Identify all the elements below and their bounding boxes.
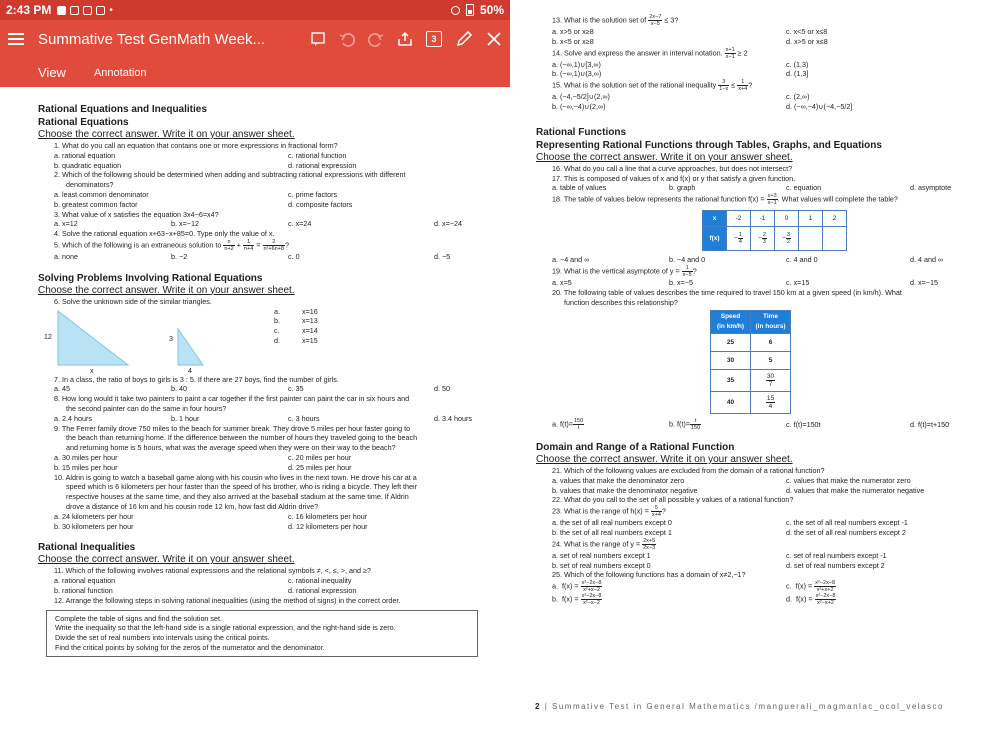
undo-icon[interactable] — [339, 31, 355, 47]
choice: d. rational expression — [288, 160, 357, 170]
choice: c. 20 miles per hour — [288, 452, 352, 462]
denominator: x−5 — [682, 271, 692, 278]
table-cell — [751, 391, 791, 413]
step: Divide the set of real numbers into intervals using the critical points. — [55, 633, 270, 643]
question: 7. In a class, the ratio of boys to girls is 3 : 5. If there are 27 boys, find the number of girls. — [54, 374, 339, 384]
choice: b. values that make the denominator negative — [552, 485, 698, 495]
instructions: Choose the correct answer. Write it on your answer sheet. — [38, 554, 295, 566]
fraction — [762, 232, 767, 245]
numerator: 5 — [651, 505, 662, 512]
question: 22. What do you call to the set of all possible y values of a rational function? — [552, 495, 794, 505]
choice: d. (−∞,−4)∪(−4,−5/2] — [786, 101, 853, 111]
denominator: n+4 — [243, 245, 254, 252]
section-title: Rational Inequalities — [38, 542, 136, 554]
battery-icon — [466, 4, 474, 16]
question-text: ? — [661, 506, 666, 516]
denominator: x+4 — [738, 86, 748, 93]
question-text: 13. What is the solution set of — [552, 15, 647, 25]
menu-icon[interactable] — [8, 32, 26, 46]
choice: a. (−∞,1)∪[3,∞) — [552, 59, 601, 69]
question-text: 19. What is the vertical asymptote of — [552, 266, 668, 276]
choice: d. composite factors — [288, 199, 353, 209]
share-icon[interactable] — [397, 31, 413, 47]
table-cell: 35 — [711, 369, 751, 391]
question: 12. Arrange the following steps in solving rational inequalities (using the method of signs) in the correct order. — [54, 595, 401, 605]
choice: c. 4 and 0 — [786, 255, 818, 265]
function-label: f(x) = — [562, 594, 579, 604]
fraction — [738, 232, 743, 245]
question-continued: respective houses at the same time, and they also arrived at the baseball stadium at the same time. If Aldrin — [66, 492, 409, 502]
choice: b. (−∞,1)∪(3,∞) — [552, 69, 602, 79]
fraction — [581, 593, 603, 606]
choice: c. 16 kilometers per hour — [288, 511, 368, 521]
numerator: x²−2x−8 — [581, 593, 602, 600]
choice: b. 1 hour — [171, 413, 200, 423]
question-text: 5. Which of the following is an extraneous solution to — [54, 240, 222, 250]
choice: c. set of real numbers except -1 — [786, 550, 887, 560]
question-continued: and returning home is 5 hours, what was the average speed when they were on their way to the beach? — [66, 443, 396, 453]
question: 3. What value of x satisfies the equation 3x4−6=x4? — [54, 209, 219, 219]
choice-letter: a. — [552, 581, 558, 591]
choice: c. x<5 or x≤8 — [786, 27, 828, 36]
header-text: Time — [762, 313, 779, 321]
fraction — [573, 418, 584, 431]
numerator: x²−2x−8 — [815, 593, 836, 600]
fraction — [223, 239, 234, 252]
table-header-time — [751, 311, 791, 334]
table-cell — [775, 227, 799, 251]
numerator: 1 — [243, 239, 254, 246]
choice: c. prime factors — [288, 189, 338, 199]
question: 20. The following table of values describes the time required to travel 150 km at a given speed (in km/h). What — [552, 287, 902, 297]
fraction — [814, 580, 836, 593]
section-subtitle: Representing Rational Functions through Tables, Graphs, and Equations — [536, 139, 882, 151]
question: 6. Solve the unknown side of the similar triangles. — [54, 296, 212, 306]
numerator: 1 — [737, 79, 748, 86]
fraction — [682, 265, 693, 278]
choice: c. x=24 — [288, 219, 312, 229]
close-icon[interactable] — [486, 31, 502, 47]
choice: d. f(t)=t+150 — [910, 419, 950, 429]
table-header-speed — [711, 311, 751, 334]
numerator: 2x+5 — [643, 537, 656, 544]
section-title: Rational Functions — [536, 126, 626, 138]
numerator: 2 — [762, 232, 766, 239]
values-table — [702, 210, 847, 251]
steps-box — [46, 610, 478, 657]
table-cell: -1 — [751, 211, 775, 227]
notification-icons — [57, 5, 113, 16]
triangle-label: x — [90, 367, 94, 375]
choice: a. rational equation — [54, 150, 116, 160]
numerator: 1 — [738, 232, 742, 239]
table-header-x: x — [703, 211, 727, 227]
denominator: x+4 — [651, 512, 661, 519]
choice-letter: b. — [552, 594, 558, 604]
choice: d. set of real numbers except 2 — [786, 560, 885, 570]
question: 17. This is composed of values of x and f(x) or y that satisfy a given function. — [552, 173, 796, 183]
speed-time-table — [710, 310, 791, 414]
choice: a. x>5 or x≥8 — [552, 27, 594, 36]
choice-letter: d. — [786, 594, 792, 604]
sign: − — [758, 235, 762, 243]
function-label: y = — [669, 266, 680, 276]
document-title: Summative Test GenMath Week... — [38, 30, 266, 48]
choice: d. asymptote — [910, 183, 952, 193]
choice: b. −2 — [171, 251, 188, 261]
question: 10. Aldrin is going to watch a baseball game along with his cousin who lives in the next town. He drove his car at a — [54, 472, 417, 482]
numerator: 3 — [786, 232, 790, 239]
numerator: 30 — [766, 372, 775, 380]
fraction — [648, 14, 662, 27]
question-text: 24. What is the range of — [552, 539, 629, 549]
choice: a. 30 miles per hour — [54, 452, 118, 462]
table-cell: 0 — [775, 211, 799, 227]
table-cell: 6 — [751, 333, 791, 351]
header-text: (in hours) — [755, 323, 786, 331]
question-text: ≤ — [731, 80, 736, 90]
choice: a. none — [54, 251, 78, 261]
question: 1. What do you call an equation that contains one or more expressions in fractional form? — [54, 141, 338, 150]
choice: a. rational equation — [54, 576, 116, 586]
triangle-label: 3 — [169, 335, 173, 343]
question: 9. The Ferrer family drove 750 miles to the beach for summer break. They drove 5 miles per hour faster going to — [54, 423, 411, 433]
mode-tabs — [0, 58, 510, 87]
document-page-right — [536, 14, 996, 606]
section-title: Domain and Range of a Rational Function — [536, 441, 735, 453]
wifi-toggle-icon — [451, 6, 460, 15]
function-label: h(x) = — [630, 506, 649, 516]
choice: b. graph — [669, 183, 696, 193]
question-text: 18. The table of values below represents the rational function — [552, 194, 747, 204]
function-label: y = — [630, 539, 641, 549]
tab-view[interactable]: View — [38, 65, 66, 80]
question: 16. What do you call a line that a curve approaches, but does not intersect? — [552, 163, 793, 173]
numerator: 15 — [766, 394, 775, 402]
denominator: x²−x+2 — [817, 600, 834, 607]
choice: b. greatest common factor — [54, 199, 138, 209]
choice: c. (2,∞) — [786, 92, 810, 102]
choice: d. 3.4 hours — [434, 413, 472, 423]
denominator: x²−x−2 — [583, 600, 600, 607]
choice-letter: d. — [274, 335, 280, 345]
choice: c. x=15 — [786, 277, 810, 287]
question-text: ? — [692, 266, 697, 276]
table-cell-blank — [799, 227, 823, 251]
choice: d. values that make the numerator negative — [786, 485, 925, 495]
choice: a. least common denominator — [54, 189, 149, 199]
choice: a. 24 kilometers per hour — [54, 511, 134, 521]
question — [536, 538, 996, 551]
table-header-fx: f(x) — [703, 227, 727, 251]
fraction — [651, 505, 662, 518]
app-toolbar — [0, 20, 510, 58]
choice — [552, 593, 786, 606]
choice: c. values that make the numerator zero — [786, 475, 911, 485]
numerator: 2 — [263, 239, 286, 246]
choice — [669, 418, 786, 431]
choice: b. (−∞,−4)∪(2,∞) — [552, 101, 606, 111]
choice-letter: c. — [274, 326, 280, 336]
numerator: t — [690, 418, 701, 425]
denominator: 4 — [768, 402, 773, 410]
triangles-drawing — [38, 307, 258, 375]
denominator: x²+x−2 — [583, 587, 600, 594]
table-cell: 5 — [751, 351, 791, 369]
question: 18. The table of values below represents the rational function f(x) = $\frac{x+3}{x-1}$ . What values will complete the table? — [552, 193, 898, 207]
question-text: ≥ 2 — [737, 48, 748, 57]
choice: d. 4 and ∞ — [910, 255, 944, 265]
choice: a. the set of all real numbers except 0 — [552, 518, 672, 528]
instructions: Choose the correct answer. Write it on your answer sheet. — [38, 284, 295, 296]
choice: b. x=−12 — [171, 219, 199, 229]
page-footer — [535, 702, 944, 711]
header-text: (in km/h) — [716, 323, 745, 331]
document-page-left — [38, 103, 508, 657]
fraction — [766, 373, 775, 388]
table-cell: 1 — [799, 211, 823, 227]
choice: d. 25 miles per hour — [288, 462, 352, 472]
table-cell: 30 — [711, 351, 751, 369]
numerator: x²−2x−8 — [815, 580, 836, 587]
question — [536, 47, 996, 60]
choice: x=15 — [302, 335, 318, 345]
numerator: 3 — [718, 79, 729, 86]
choice: x=16 — [302, 306, 318, 316]
page-count-button[interactable]: 3 — [426, 31, 442, 47]
choice — [786, 593, 836, 606]
choice: a. (−4,−5/2]∪(2,∞) — [552, 92, 610, 102]
question-continued: speed which is 6 kilometers per hour faster than the speed of his brother, who is riding a bicycle. They left their — [66, 482, 418, 492]
numerator: 2x−7 — [649, 14, 662, 20]
question: 11. Which of the following involves rational expressions and the relational symbols ≠, <, ≤, >, and ≥? — [54, 566, 371, 576]
fraction — [766, 395, 775, 410]
choice: c. rational function — [288, 150, 347, 160]
choice: a. −4 and ∞ — [552, 255, 590, 265]
choice: c. 35 — [288, 384, 304, 394]
choice: a. x=12 — [54, 219, 78, 229]
table-cell: 2 — [823, 211, 847, 227]
choice: a. 45 — [54, 384, 70, 394]
choice: a. table of values — [552, 183, 607, 193]
edit-pen-icon[interactable] — [455, 30, 473, 48]
instructions: Choose the correct answer. Write it on your answer sheet. — [38, 129, 295, 140]
denominator: 7 — [768, 380, 773, 388]
choice: b. x=−5 — [669, 277, 693, 287]
choice: a. values that make the denominator zero — [552, 475, 685, 485]
choice: b. set of real numbers except 0 — [552, 560, 651, 570]
denominator: x²+x+2 — [816, 587, 834, 594]
step: Find the critical points by solving for the zeros of the numerator and the denominator. — [55, 642, 325, 652]
choice: d. the set of all real numbers except 2 — [786, 527, 906, 537]
app-notification-icon — [96, 6, 105, 15]
choice-letter: c. — [786, 581, 792, 591]
denominator: t — [577, 424, 580, 431]
fraction — [263, 239, 286, 252]
denominator: x−1 — [725, 53, 735, 60]
denominator: x−5 — [650, 21, 660, 27]
footer-text: | Summative Test in General Mathematics /manguerali_magmanlac_ocol_velasco — [544, 702, 944, 711]
numerator: 150 — [573, 417, 584, 424]
status-bar — [0, 0, 510, 20]
question-continued: drove a distance of 16 km and his cousin rode 12 km, how fast did Aldrin drive? — [66, 501, 319, 511]
denominator: 1−x — [719, 86, 729, 93]
question-text: 15. What is the solution set of the rational inequality — [552, 80, 717, 90]
question — [536, 14, 996, 27]
choice: c. 0 — [288, 251, 300, 261]
denominator: 2 — [786, 239, 790, 246]
choice: c. the set of all real numbers except -1 — [786, 518, 908, 528]
question: 2. Which of the following should be determined when adding and subtracting rational expressions with different — [54, 170, 406, 180]
redo-icon[interactable] — [368, 31, 384, 47]
page-number: 2 — [535, 702, 541, 711]
choice: b. x<5 or x≥8 — [552, 36, 594, 46]
numerator: x+1 — [725, 46, 735, 53]
choice: b. the set of all real numbers except 1 — [552, 527, 672, 537]
sign: − — [782, 235, 786, 243]
table-cell — [751, 369, 791, 391]
choice: b. 40 — [171, 384, 187, 394]
question — [536, 505, 996, 518]
fraction — [718, 79, 729, 92]
triangle-label: 4 — [188, 367, 192, 375]
tab-annotation[interactable]: Annotation — [93, 66, 147, 79]
choice — [786, 580, 836, 593]
fraction — [815, 593, 837, 606]
section-subtitle: Rational Equations — [38, 117, 129, 128]
fraction — [642, 538, 656, 551]
question — [536, 265, 996, 278]
denominator: n+2 — [224, 245, 234, 252]
similar-triangles-figure — [38, 307, 508, 375]
table-cell: 25 — [711, 333, 751, 351]
question-continued: the beach than returning home. If the difference between the number of hours they traveled going to the beach — [66, 433, 418, 443]
choice: b. 30 kilometers per hour — [54, 521, 134, 531]
table-cell: 40 — [711, 391, 751, 413]
choice: b. 15 miles per hour — [54, 462, 118, 472]
choice: c. rational inequality — [288, 576, 352, 586]
denominator: 4 — [738, 239, 742, 246]
question-continued: denominators? — [66, 180, 114, 190]
step: Write the inequality so that the left-hand side is a single rational expression, and the right-hand side is zero. — [55, 623, 396, 633]
choice: d. (1,3] — [786, 69, 809, 79]
fraction — [737, 79, 748, 92]
choice: b. quadratic equation — [54, 160, 122, 170]
denominator: 2x−3 — [643, 544, 656, 551]
choice: c. 3 hours — [288, 413, 320, 423]
triangle-label: 12 — [44, 333, 52, 341]
gallery-notification-icon — [57, 6, 66, 15]
question: 5. Which of the following is an extraneous solution to $\frac{n}{n+2}$ + $\frac{1}{n+4}$ = $\frac{2}{\text{n²+6n+8}}$ ? — [54, 238, 289, 252]
choice: d. x=−15 — [910, 277, 938, 287]
choice: d. −5 — [434, 251, 451, 261]
section-title: Solving Problems Involving Rational Equations — [38, 272, 263, 284]
numerator: 1 — [682, 265, 693, 272]
table-cell — [727, 227, 751, 251]
choice — [552, 418, 669, 431]
sign: − — [734, 235, 738, 243]
fraction — [767, 193, 778, 206]
choice-text: b. f(t)= — [669, 419, 690, 429]
fraction — [690, 418, 701, 431]
header-text: Speed — [720, 313, 741, 321]
function-label: f(x) = — [795, 581, 813, 591]
question-text: 14. Solve and express the answer in interval notation. — [552, 48, 723, 57]
choice: b. −4 and 0 — [669, 255, 706, 265]
choice-letter: a. — [274, 306, 280, 316]
choice-letter: b. — [274, 316, 280, 326]
choice: x=14 — [302, 326, 318, 336]
question-text: 23. What is the range of — [552, 506, 629, 516]
fraction — [725, 47, 736, 60]
step: Complete the table of signs and find the solution set. — [55, 613, 223, 623]
question: 8. How long would it take two painters to paint a car together if the first painter can paint the car in six hours and — [54, 394, 410, 404]
question-text: What values will complete the table? — [781, 194, 898, 204]
question: 15. What is the solution set of the rational inequality $\frac{3}{1-x}$ ≤ $\frac{1}{x+4}$ ? — [552, 79, 753, 93]
choice: d. rational expression — [288, 585, 357, 595]
fraction — [243, 239, 254, 252]
function-label: f(x) = — [748, 194, 765, 204]
status-time: 2:43 PM — [6, 3, 52, 17]
numerator: n — [223, 239, 234, 246]
app-notification-icon — [83, 6, 92, 15]
battery-level: 50% — [479, 3, 504, 17]
numerator: x+3 — [767, 193, 777, 200]
question: 21. Which of the following values are excluded from the domain of a rational function? — [552, 465, 825, 475]
app-notification-icon — [70, 6, 79, 15]
instructions: Choose the correct answer. Write it on your answer sheet. — [536, 151, 793, 163]
table-cell: -2 — [727, 211, 751, 227]
fraction — [581, 580, 603, 593]
choice: c. f(t)=150t — [786, 419, 821, 429]
instructions: Choose the correct answer. Write it on your answer sheet. — [536, 453, 793, 465]
choice: d. x=−24 — [434, 219, 462, 229]
q6-choices — [274, 307, 318, 346]
choice: x=13 — [302, 316, 318, 326]
choice: b. rational function — [54, 585, 113, 595]
denominator: x−1 — [767, 200, 777, 207]
function-label: f(x) = — [796, 594, 813, 604]
choice: c. equation — [786, 183, 822, 193]
choice — [552, 580, 786, 593]
choice: c. (1,3) — [786, 59, 809, 69]
denominator: 150 — [690, 424, 701, 431]
choice-text: a. f(t)= — [552, 419, 573, 429]
table-cell — [751, 227, 775, 251]
denominator: 3 — [762, 239, 766, 246]
choice: d. 50 — [434, 384, 450, 394]
question-continued: the second painter can do the same in four hours? — [66, 403, 227, 413]
denominator: n²+6n+8 — [263, 245, 284, 252]
section-title: Rational Equations and Inequalities — [38, 104, 207, 115]
choice: a. 2.4 hours — [54, 413, 92, 423]
question: 25. Which of the following functions has a domain of x≠2,−1? — [552, 570, 746, 580]
numerator: x²−2x−8 — [581, 580, 602, 587]
choice: a. x=5 — [552, 277, 572, 287]
comment-icon[interactable] — [310, 31, 326, 47]
more-notifications-icon: • — [109, 4, 113, 16]
question-text: ≤ 3? — [664, 15, 679, 25]
choice: a. set of real numbers except 1 — [552, 550, 651, 560]
choice: d. x>5 or x≤8 — [786, 36, 828, 46]
question-continued: function describes this relationship? — [564, 297, 678, 307]
question: 4. Solve the rational equation x+63−x+85=0. Type only the value of x. — [54, 229, 275, 239]
table-cell-blank — [823, 227, 847, 251]
choice: d. 12 kilometers per hour — [288, 521, 368, 531]
function-label: f(x) = — [562, 581, 579, 591]
fraction — [786, 232, 791, 245]
